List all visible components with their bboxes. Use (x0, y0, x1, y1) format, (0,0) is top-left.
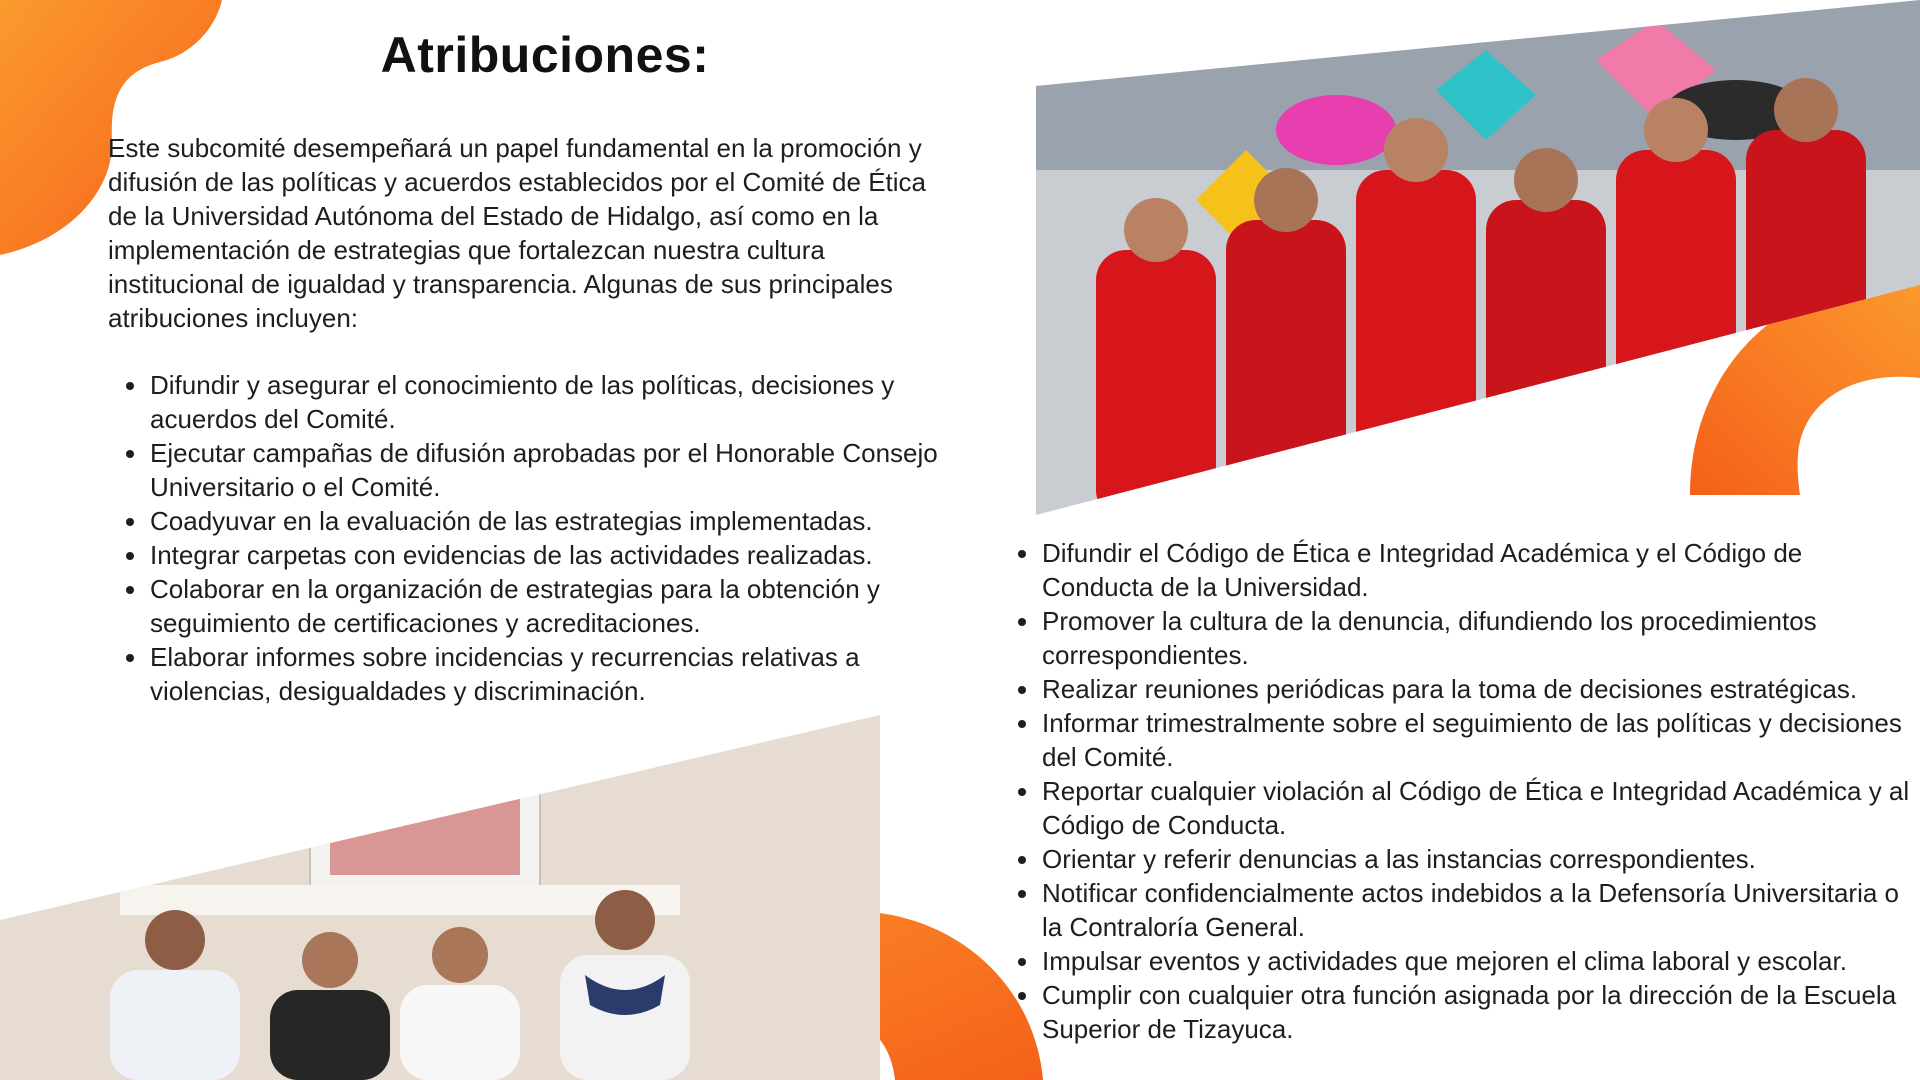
list-item: Difundir y asegurar el conocimiento de las políticas, decisiones y acuerdos del Comité. (108, 368, 948, 436)
list-item: Cumplir con cualquier otra función asignada por la dirección de la Escuela Superior de Tizayuca. (1000, 978, 1920, 1046)
page-title: Atribuciones: (380, 27, 710, 83)
list-item: Orientar y referir denuncias a las instancias correspondientes. (1000, 842, 1920, 876)
list-item: Coadyuvar en la evaluación de las estrategias implementadas. (108, 504, 948, 538)
list-item: Reportar cualquier violación al Código de Ética e Integridad Académica y al Código de Conducta. (1000, 774, 1920, 842)
list-item: Integrar carpetas con evidencias de las actividades realizadas. (108, 538, 948, 572)
list-item: Impulsar eventos y actividades que mejoren el clima laboral y escolar. (1000, 944, 1920, 978)
list-item: Informar trimestralmente sobre el seguimiento de las políticas y decisiones del Comité. (1000, 706, 1920, 774)
classroom-photo-students (0, 715, 880, 1080)
list-item: Ejecutar campañas de difusión aprobadas por el Honorable Consejo Universitario o el Comité. (108, 436, 948, 504)
list-item: Notificar confidencialmente actos indebidos a la Defensoría Universitaria o la Contraloría General. (1000, 876, 1920, 944)
left-attributions-list (108, 368, 948, 708)
list-item: Colaborar en la organización de estrategias para la obtención y seguimiento de certificaciones y acreditaciones. (108, 572, 948, 640)
right-attributions-list (1000, 536, 1920, 1046)
list-item: Elaborar informes sobre incidencias y recurrencias relativas a violencias, desigualdades y discriminación. (108, 640, 948, 708)
intro-paragraph: Este subcomité desempeñará un papel fundamental en la promoción y difusión de las políticas y acuerdos establecidos por el Comité de Ética de la Universidad Autónoma del Estado de Hidalgo, así como en la implementación de estrategias que fortalezcan nuestra cultura institucional de igualdad y transparencia. Algunas de sus principales atribuciones incluyen: (108, 133, 926, 333)
list-item: Difundir el Código de Ética e Integridad Académica y el Código de Conducta de la Universidad. (1000, 536, 1920, 604)
list-item: Promover la cultura de la denuncia, difundiendo los procedimientos correspondientes. (1000, 604, 1920, 672)
list-item: Realizar reuniones periódicas para la toma de decisiones estratégicas. (1000, 672, 1920, 706)
